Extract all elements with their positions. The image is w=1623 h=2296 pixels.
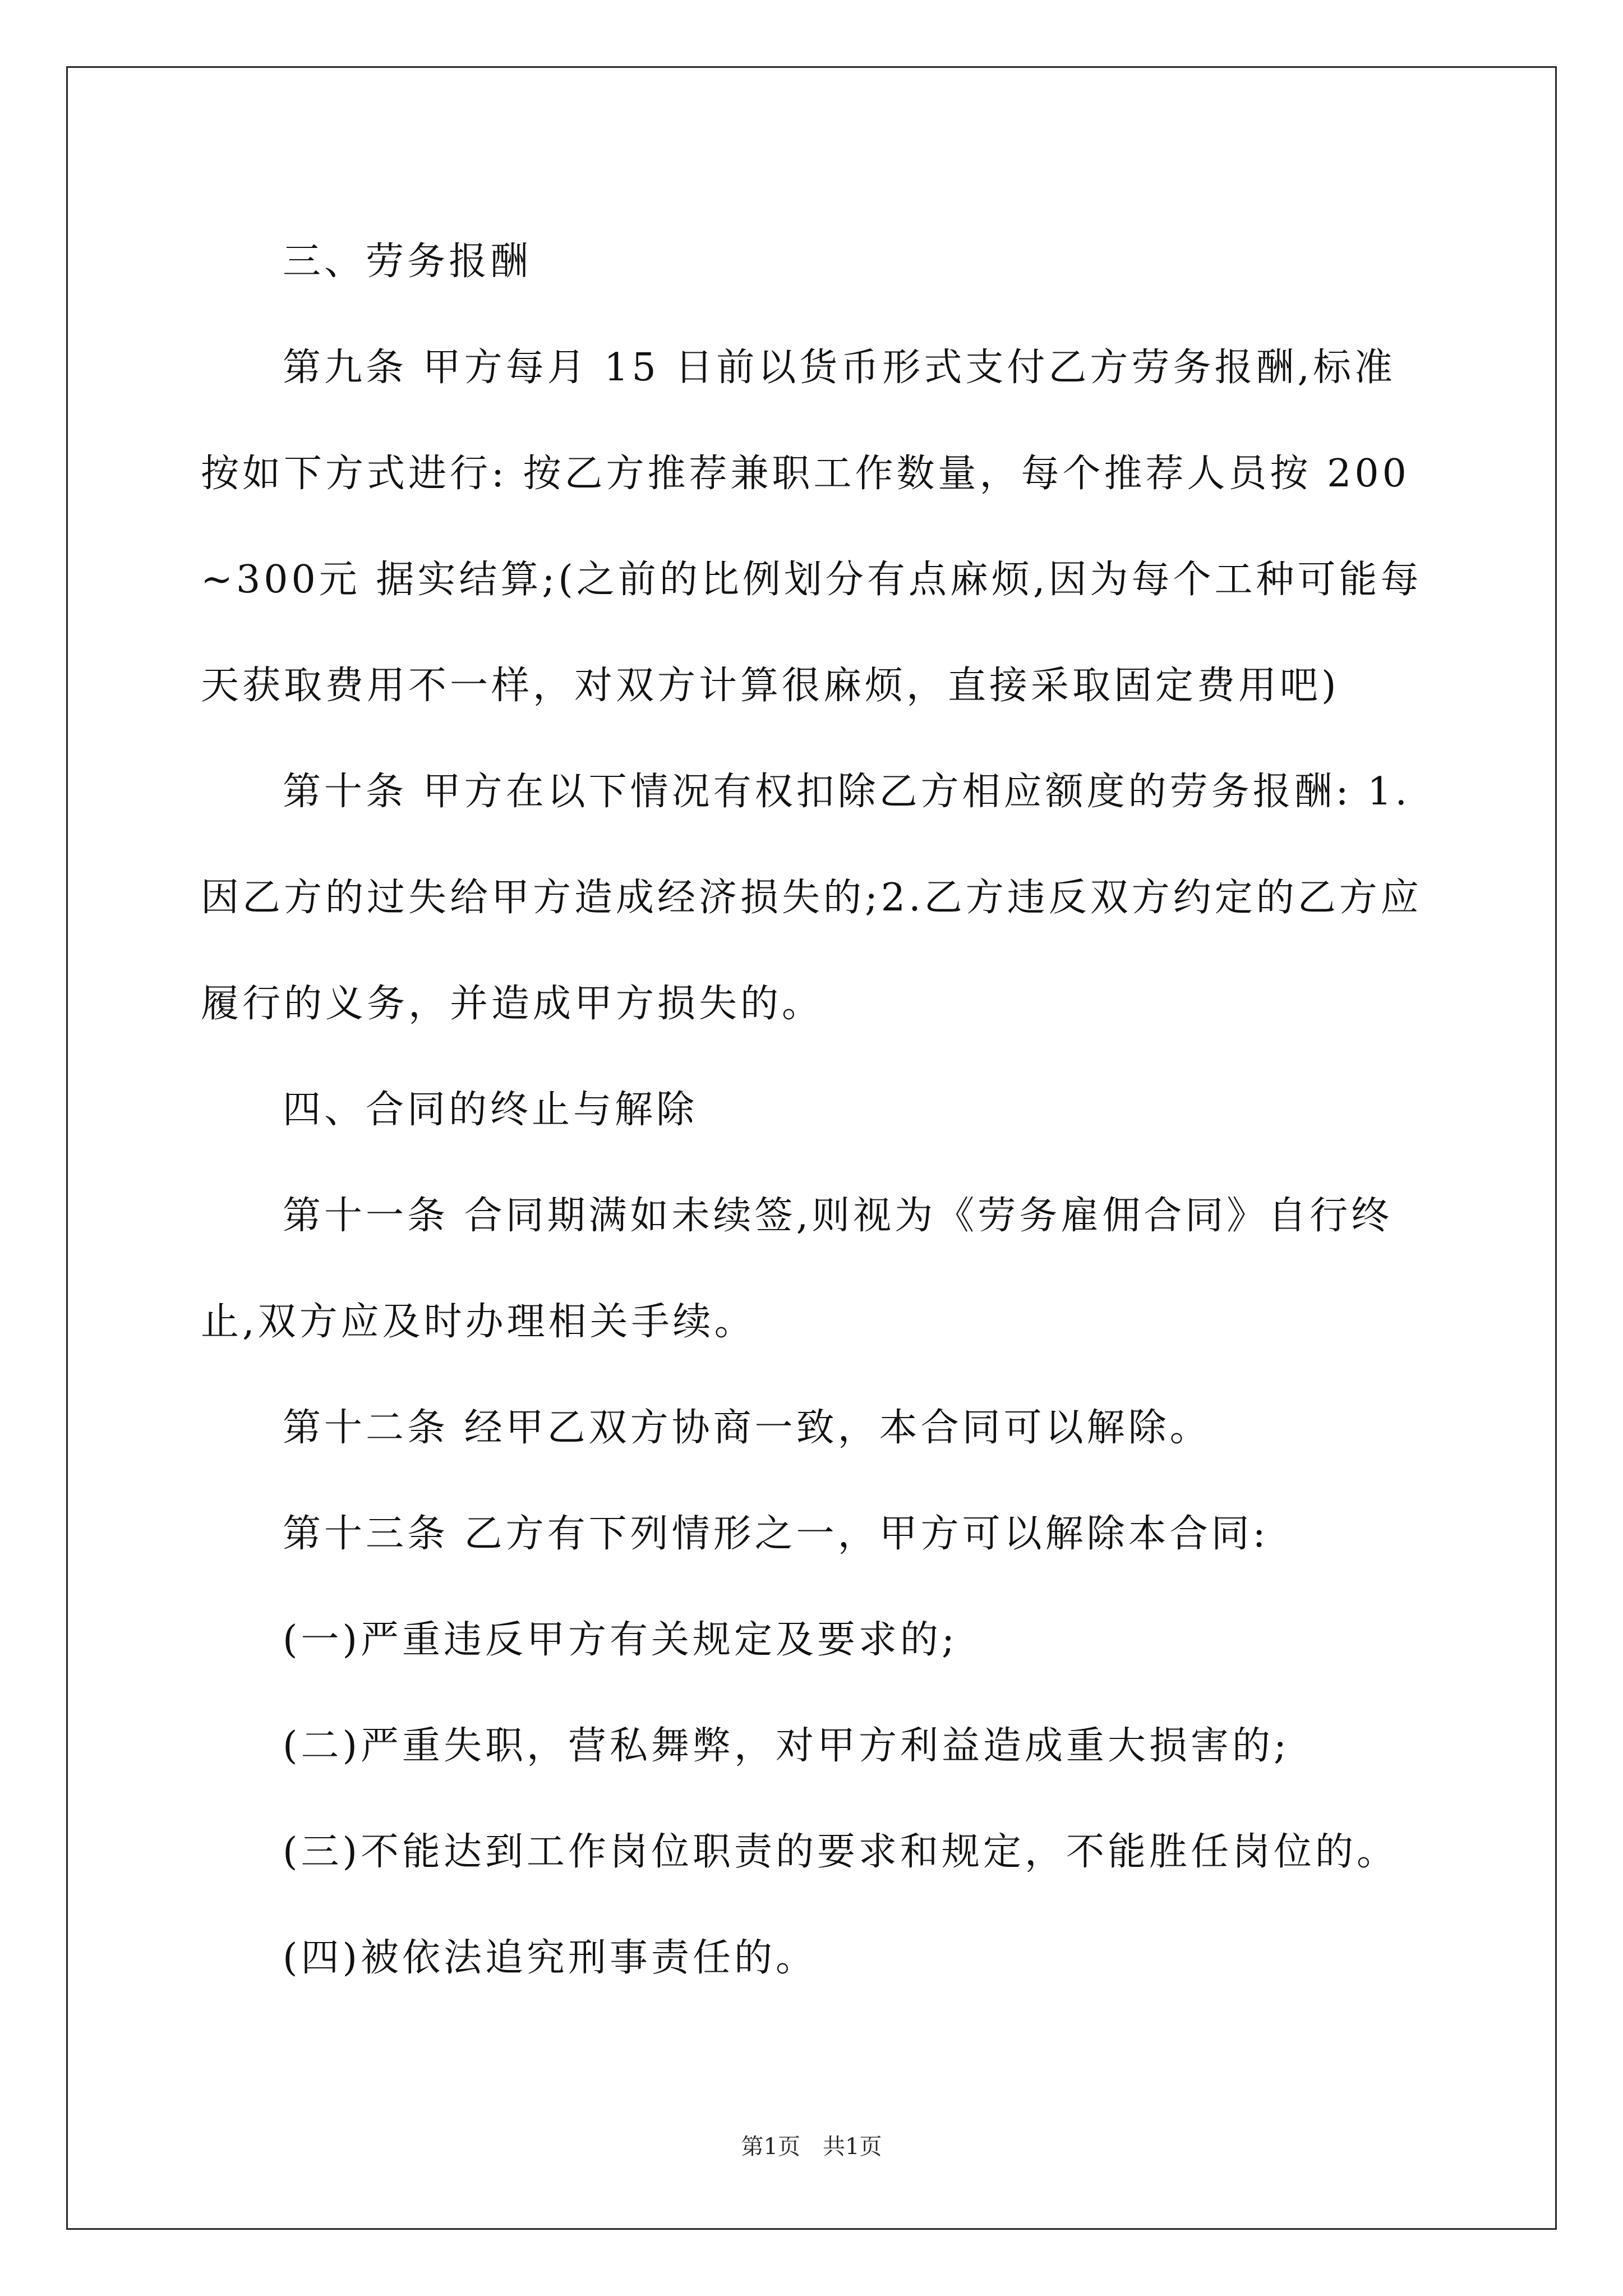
article-12: 第十二条 经甲乙双方协商一致，本合同可以解除。 (283, 1406, 1211, 1450)
clause-1: (一)严重违反甲方有关规定及要求的; (283, 1618, 958, 1662)
document-body (201, 209, 1422, 2011)
section-heading-remuneration: 三、劳务报酬 (283, 240, 532, 284)
page-number-total: 共1页 (823, 2134, 882, 2160)
article-11: 第十一条 合同期满如未续签,则视为《劳务雇佣合同》自行终止,双方应及时办理相关手续。 (201, 1194, 1393, 1344)
clause-3: (三)不能达到工作岗位职责的要求和规定，不能胜任岗位的。 (283, 1830, 1399, 1874)
page-footer (0, 2129, 1623, 2161)
article-10: 第十条 甲方在以下情况有权扣除乙方相应额度的劳务报酬: 1.因乙方的过失给甲方造成经济损失的;2.乙方违反双方约定的乙方应履行的义务，并造成甲方损失的。 (201, 770, 1422, 1026)
article-9: 第九条 甲方每月 15 日前以货币形式支付乙方劳务报酬,标准按如下方式进行: 按乙方推荐兼职工作数量，每个推荐人员按 200~300元 据实结算;(之前的比例划分有点麻烦,因为每个工种可能每天获取费用不一样，对双方计算很麻烦，直接采取固定费用吧) (201, 346, 1422, 708)
section-heading-termination: 四、合同的终止与解除 (283, 1088, 698, 1132)
article-13: 第十三条 乙方有下列情形之一，甲方可以解除本合同: (283, 1512, 1269, 1556)
clause-2: (二)严重失职，营私舞弊，对甲方利益造成重大损害的; (283, 1724, 1290, 1768)
clause-4: (四)被依法追究刑事责任的。 (283, 1936, 818, 1980)
page-number-current: 第1页 (741, 2134, 800, 2160)
